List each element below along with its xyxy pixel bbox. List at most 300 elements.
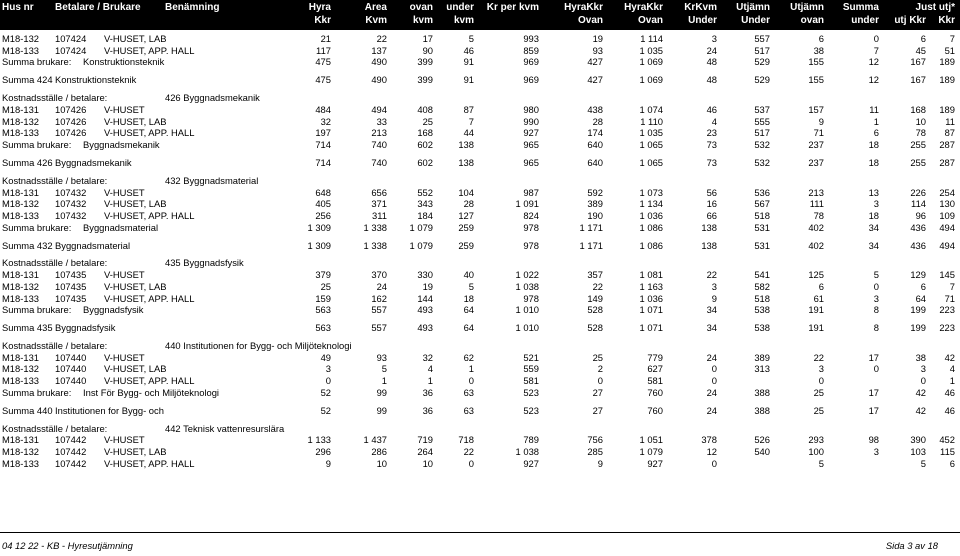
- table-row: [0, 56, 960, 68]
- value-cell: 22: [463, 446, 474, 457]
- value-cell: 125: [808, 269, 824, 281]
- value-cell: 399: [417, 74, 433, 86]
- value-cell: 159: [315, 292, 331, 304]
- value-cell: 1 035: [639, 44, 663, 56]
- value-cell: 402: [808, 239, 824, 251]
- table-row: [0, 387, 960, 399]
- value-cell: 0: [597, 375, 603, 387]
- value-cell: 859: [523, 44, 539, 56]
- value-cell: 5: [381, 363, 387, 375]
- value-cell: 1 069: [639, 74, 663, 86]
- value-cell: 1 065: [639, 139, 663, 150]
- value-cell: 63: [463, 404, 474, 416]
- value-cell: 48: [706, 56, 717, 68]
- value-cell: 44: [463, 127, 474, 139]
- row-id: M18-132: [2, 280, 40, 292]
- value-cell: 174: [587, 127, 603, 139]
- value-cell: 965: [523, 156, 539, 168]
- value-cell: 475: [315, 74, 331, 86]
- value-cell: 1 038: [515, 446, 539, 457]
- value-cell: 582: [754, 280, 770, 292]
- table-row: [0, 33, 960, 45]
- header-cell: ovan: [800, 15, 824, 26]
- value-cell: 137: [371, 44, 387, 56]
- table-row: [0, 405, 960, 417]
- value-cell: 19: [422, 280, 433, 292]
- value-cell: 13: [868, 186, 879, 198]
- value-cell: 0: [468, 457, 474, 469]
- value-cell: 399: [417, 56, 433, 68]
- value-cell: 12: [868, 56, 879, 68]
- value-cell: 27: [592, 404, 603, 416]
- value-cell: 1 079: [409, 221, 433, 233]
- value-cell: 64: [463, 304, 474, 316]
- value-cell: 5: [920, 457, 926, 469]
- cost-center-heading: [0, 257, 960, 269]
- value-cell: 0: [711, 457, 717, 469]
- value-cell: 523: [523, 404, 539, 416]
- value-cell: 130: [939, 198, 955, 210]
- value-cell: 8: [873, 304, 879, 316]
- value-cell: 71: [944, 292, 955, 304]
- value-cell: 138: [701, 239, 717, 251]
- cost-center-heading: [0, 340, 960, 352]
- table-row: [0, 127, 960, 139]
- value-cell: 25: [813, 404, 824, 416]
- table-row: [0, 375, 960, 387]
- account-number: 107432: [55, 198, 87, 210]
- value-cell: 313: [754, 363, 770, 375]
- value-cell: 494: [371, 103, 387, 115]
- value-cell: 719: [417, 434, 433, 446]
- row-id: Summa brukare:: [2, 304, 72, 316]
- value-cell: 18: [868, 139, 879, 150]
- value-cell: 87: [944, 127, 955, 139]
- value-cell: 1: [468, 363, 474, 375]
- value-cell: 3: [873, 292, 879, 304]
- table-row: [0, 187, 960, 199]
- value-cell: 61: [813, 292, 824, 304]
- table-row: [0, 198, 960, 210]
- value-cell: 756: [587, 434, 603, 446]
- value-cell: 73: [706, 156, 717, 168]
- value-cell: 287: [939, 156, 955, 168]
- value-cell: 1 114: [640, 33, 663, 44]
- value-cell: 78: [813, 209, 824, 221]
- value-cell: 602: [417, 156, 433, 168]
- account-number: 107440: [55, 375, 87, 387]
- account-number: 107435: [55, 292, 87, 304]
- value-cell: 1 338: [363, 239, 387, 251]
- value-cell: 64: [915, 292, 926, 304]
- table-row: [0, 45, 960, 57]
- value-cell: 114: [911, 198, 926, 210]
- description: 432 Byggnadsmaterial: [165, 174, 259, 186]
- header-cell: under: [446, 2, 474, 13]
- header-cell: under: [851, 15, 879, 26]
- value-cell: 965: [523, 139, 539, 150]
- value-cell: 388: [754, 404, 770, 416]
- value-cell: 1 338: [363, 221, 387, 233]
- value-cell: 99: [376, 386, 387, 398]
- value-cell: 538: [754, 304, 770, 316]
- value-cell: 627: [647, 363, 663, 375]
- value-cell: 285: [587, 446, 603, 457]
- value-cell: 927: [647, 457, 663, 469]
- value-cell: 602: [417, 139, 433, 150]
- value-cell: 100: [808, 446, 824, 457]
- value-cell: 46: [706, 103, 717, 115]
- value-cell: 475: [315, 56, 331, 68]
- value-cell: 528: [587, 322, 603, 334]
- value-cell: 969: [523, 56, 539, 68]
- value-cell: 357: [587, 269, 603, 281]
- row-id: M18-131: [2, 269, 40, 281]
- value-cell: 640: [587, 156, 603, 168]
- value-cell: 1 086: [639, 221, 663, 233]
- description: 442 Teknisk vattenresurslära: [165, 422, 285, 434]
- value-cell: 223: [939, 322, 955, 334]
- value-cell: 45: [915, 44, 926, 56]
- value-cell: 1 079: [639, 446, 663, 457]
- header-cell: KrKvm: [684, 2, 717, 13]
- table-row: [0, 293, 960, 305]
- value-cell: 199: [910, 304, 926, 316]
- value-cell: 145: [939, 269, 955, 281]
- value-cell: 1 437: [363, 434, 387, 446]
- value-cell: 1 110: [640, 115, 663, 127]
- row-id: M18-132: [2, 33, 40, 44]
- value-cell: 2: [597, 363, 603, 375]
- header-cell: HyraKkr: [624, 2, 663, 13]
- value-cell: 42: [915, 386, 926, 398]
- header-cell: Summa: [842, 2, 879, 13]
- value-cell: 17: [422, 33, 433, 44]
- value-cell: 127: [458, 209, 474, 221]
- value-cell: 1 133: [307, 434, 331, 446]
- value-cell: 1 074: [639, 103, 663, 115]
- table-row: [0, 139, 960, 151]
- row-id: Summa brukare:: [2, 139, 72, 150]
- value-cell: 189: [939, 103, 955, 115]
- value-cell: 51: [944, 44, 955, 56]
- value-cell: 25: [422, 115, 433, 127]
- value-cell: 1 036: [639, 209, 663, 221]
- value-cell: 155: [808, 74, 824, 86]
- table-row: [0, 304, 960, 316]
- value-cell: 8: [873, 322, 879, 334]
- value-cell: 557: [371, 304, 387, 316]
- account-number: 107424: [55, 44, 87, 56]
- value-cell: 541: [754, 269, 770, 281]
- value-cell: 259: [458, 221, 474, 233]
- account-number: 107432: [55, 186, 87, 198]
- value-cell: 91: [463, 74, 474, 86]
- value-cell: 517: [754, 127, 770, 139]
- value-cell: 3: [711, 33, 717, 44]
- value-cell: 518: [754, 292, 770, 304]
- value-cell: 402: [808, 221, 824, 233]
- description: V-HUSET, LAB: [104, 363, 167, 375]
- account-number: 107432: [55, 209, 87, 221]
- value-cell: 91: [463, 56, 474, 68]
- value-cell: 760: [647, 404, 663, 416]
- value-cell: 523: [523, 386, 539, 398]
- header-cell: kvm: [412, 15, 433, 26]
- description: Byggnadsmaterial: [55, 239, 131, 251]
- value-cell: 162: [371, 292, 387, 304]
- value-cell: 0: [920, 375, 926, 387]
- account-number: 107440: [55, 363, 87, 375]
- value-cell: 6: [873, 127, 879, 139]
- description: V-HUSET, LAB: [104, 280, 167, 292]
- value-cell: 927: [523, 457, 539, 469]
- value-cell: 237: [808, 156, 824, 168]
- value-cell: 18: [868, 156, 879, 168]
- value-cell: 978: [523, 221, 539, 233]
- value-cell: 42: [915, 404, 926, 416]
- value-cell: 493: [417, 304, 433, 316]
- header-cell: Hyra: [308, 2, 331, 13]
- row-id: Summa 426: [2, 156, 53, 168]
- value-cell: 537: [754, 103, 770, 115]
- value-cell: 19: [592, 33, 603, 44]
- value-cell: 532: [754, 156, 770, 168]
- value-cell: 18: [868, 209, 879, 221]
- value-cell: 3: [711, 280, 717, 292]
- value-cell: 987: [523, 186, 539, 198]
- value-cell: 23: [706, 127, 717, 139]
- value-cell: 3: [818, 363, 824, 375]
- footer-left-text: 04 12 22 - KB - Hyresutjämning: [2, 540, 133, 551]
- value-cell: 16: [706, 198, 717, 210]
- value-cell: 71: [813, 127, 824, 139]
- value-cell: 24: [706, 44, 717, 56]
- description: V-HUSET: [104, 186, 145, 198]
- value-cell: 6: [949, 457, 955, 469]
- value-cell: 531: [754, 239, 770, 251]
- value-cell: 0: [468, 375, 474, 387]
- value-cell: 370: [371, 269, 387, 281]
- cost-center-heading: [0, 175, 960, 187]
- value-cell: 379: [315, 269, 331, 281]
- value-cell: 517: [754, 44, 770, 56]
- value-cell: 371: [371, 198, 387, 210]
- value-cell: 969: [523, 74, 539, 86]
- value-cell: 490: [371, 74, 387, 86]
- value-cell: 5: [873, 269, 879, 281]
- value-cell: 254: [939, 186, 955, 198]
- value-cell: 99: [376, 404, 387, 416]
- value-cell: 93: [376, 351, 387, 363]
- value-cell: 34: [706, 322, 717, 334]
- value-cell: 978: [523, 292, 539, 304]
- table-row: [0, 269, 960, 281]
- value-cell: 714: [315, 156, 331, 168]
- value-cell: 1 091: [515, 198, 539, 210]
- value-cell: 22: [376, 33, 387, 44]
- description: V-HUSET, APP. HALL: [104, 292, 195, 304]
- value-cell: 1: [381, 375, 387, 387]
- value-cell: 484: [315, 103, 331, 115]
- value-cell: 408: [417, 103, 433, 115]
- value-cell: 0: [711, 375, 717, 387]
- header-cell: Hus nr: [2, 2, 34, 13]
- value-cell: 436: [910, 221, 926, 233]
- value-cell: 563: [315, 322, 331, 334]
- value-cell: 552: [417, 186, 433, 198]
- value-cell: 1 073: [639, 186, 663, 198]
- header-cell: Kkr: [314, 15, 331, 26]
- value-cell: 264: [417, 446, 433, 457]
- value-cell: 52: [320, 386, 331, 398]
- value-cell: 34: [706, 304, 717, 316]
- value-cell: 191: [808, 304, 824, 316]
- row-id: Summa 440: [2, 404, 53, 416]
- value-cell: 189: [939, 56, 955, 68]
- value-cell: 493: [417, 322, 433, 334]
- row-id: M18-132: [2, 446, 40, 457]
- value-cell: 11: [945, 115, 955, 127]
- value-cell: 34: [868, 239, 879, 251]
- value-cell: 138: [458, 156, 474, 168]
- value-cell: 98: [868, 434, 879, 446]
- description: V-HUSET, APP. HALL: [104, 457, 195, 469]
- value-cell: 24: [706, 404, 717, 416]
- value-cell: 24: [376, 280, 387, 292]
- value-cell: 17: [868, 351, 879, 363]
- value-cell: 7: [468, 115, 474, 127]
- value-cell: 427: [587, 74, 603, 86]
- table-row: [0, 74, 960, 86]
- value-cell: 40: [463, 269, 474, 281]
- row-id: M18-132: [2, 198, 40, 210]
- value-cell: 36: [422, 404, 433, 416]
- value-cell: 199: [910, 322, 926, 334]
- value-cell: 5: [468, 280, 474, 292]
- value-cell: 540: [754, 446, 770, 457]
- value-cell: 24: [706, 386, 717, 398]
- value-cell: 0: [818, 375, 824, 387]
- account-number: 107442: [55, 434, 87, 446]
- value-cell: 38: [813, 44, 824, 56]
- value-cell: 190: [587, 209, 603, 221]
- value-cell: 6: [818, 33, 824, 44]
- table-row: [0, 116, 960, 128]
- table-row: [0, 222, 960, 234]
- account-number: 107426: [55, 103, 87, 115]
- value-cell: 529: [754, 56, 770, 68]
- table-row: [0, 458, 960, 470]
- value-cell: 648: [315, 186, 331, 198]
- value-cell: 46: [944, 386, 955, 398]
- value-cell: 64: [463, 322, 474, 334]
- value-cell: 7: [873, 44, 879, 56]
- table-row: [0, 446, 960, 458]
- description: Byggnadsmekanik: [55, 156, 132, 168]
- value-cell: 557: [754, 33, 770, 44]
- row-id: M18-133: [2, 127, 40, 139]
- value-cell: 56: [706, 186, 717, 198]
- value-cell: 168: [910, 103, 926, 115]
- value-cell: 0: [873, 33, 879, 44]
- value-cell: 149: [587, 292, 603, 304]
- value-cell: 390: [910, 434, 926, 446]
- description: Institutionen for Bygg- och: [55, 404, 164, 416]
- value-cell: 63: [463, 386, 474, 398]
- header-cell: kvm: [453, 15, 474, 26]
- description: V-HUSET: [104, 103, 145, 115]
- value-cell: 1 171: [579, 221, 603, 233]
- value-cell: 213: [371, 127, 387, 139]
- value-cell: 3: [920, 363, 926, 375]
- header-cell: Just utj*: [915, 2, 955, 13]
- header-cell: Ovan: [637, 15, 663, 26]
- value-cell: 7: [949, 33, 955, 44]
- row-id: Summa brukare:: [2, 221, 72, 233]
- value-cell: 438: [587, 103, 603, 115]
- value-cell: 46: [463, 44, 474, 56]
- table-row: [0, 210, 960, 222]
- value-cell: 296: [315, 446, 331, 457]
- value-cell: 226: [910, 186, 926, 198]
- row-id: Kostnadsställe / betalare:: [2, 257, 108, 269]
- value-cell: 640: [587, 139, 603, 150]
- row-id: M18-133: [2, 457, 40, 469]
- value-cell: 1: [873, 115, 879, 127]
- value-cell: 24: [706, 351, 717, 363]
- value-cell: 25: [320, 280, 331, 292]
- row-id: M18-131: [2, 103, 40, 115]
- value-cell: 96: [915, 209, 926, 221]
- value-cell: 555: [754, 115, 770, 127]
- value-cell: 73: [706, 139, 717, 150]
- value-cell: 567: [754, 198, 770, 210]
- value-cell: 1 309: [307, 221, 331, 233]
- value-cell: 155: [808, 56, 824, 68]
- table-row: [0, 281, 960, 293]
- value-cell: 22: [592, 280, 603, 292]
- value-cell: 157: [808, 103, 824, 115]
- value-cell: 1 035: [639, 127, 663, 139]
- description: 426 Byggnadsmekanik: [165, 92, 260, 104]
- value-cell: 980: [523, 103, 539, 115]
- description: V-HUSET, LAB: [104, 446, 167, 457]
- value-cell: 103: [910, 446, 926, 457]
- account-number: 107435: [55, 269, 87, 281]
- value-cell: 1 069: [639, 56, 663, 68]
- value-cell: 1 171: [579, 239, 603, 251]
- row-id: M18-131: [2, 186, 40, 198]
- table-row: [0, 157, 960, 169]
- value-cell: 223: [939, 304, 955, 316]
- value-cell: 255: [910, 139, 926, 150]
- description: V-HUSET: [104, 269, 145, 281]
- value-cell: 1 134: [639, 198, 663, 210]
- value-cell: 22: [706, 269, 717, 281]
- value-cell: 0: [873, 280, 879, 292]
- value-cell: 90: [422, 44, 433, 56]
- value-cell: 11: [869, 103, 879, 115]
- row-id: Summa 424: [2, 74, 53, 86]
- value-cell: 6: [920, 280, 926, 292]
- value-cell: 559: [523, 363, 539, 375]
- table-row: [0, 352, 960, 364]
- value-cell: 1 309: [307, 239, 331, 251]
- value-cell: 10: [422, 457, 433, 469]
- header-cell: Area: [364, 2, 387, 13]
- description: 440 Institutionen for Bygg- och Miljöteknologi: [165, 340, 352, 351]
